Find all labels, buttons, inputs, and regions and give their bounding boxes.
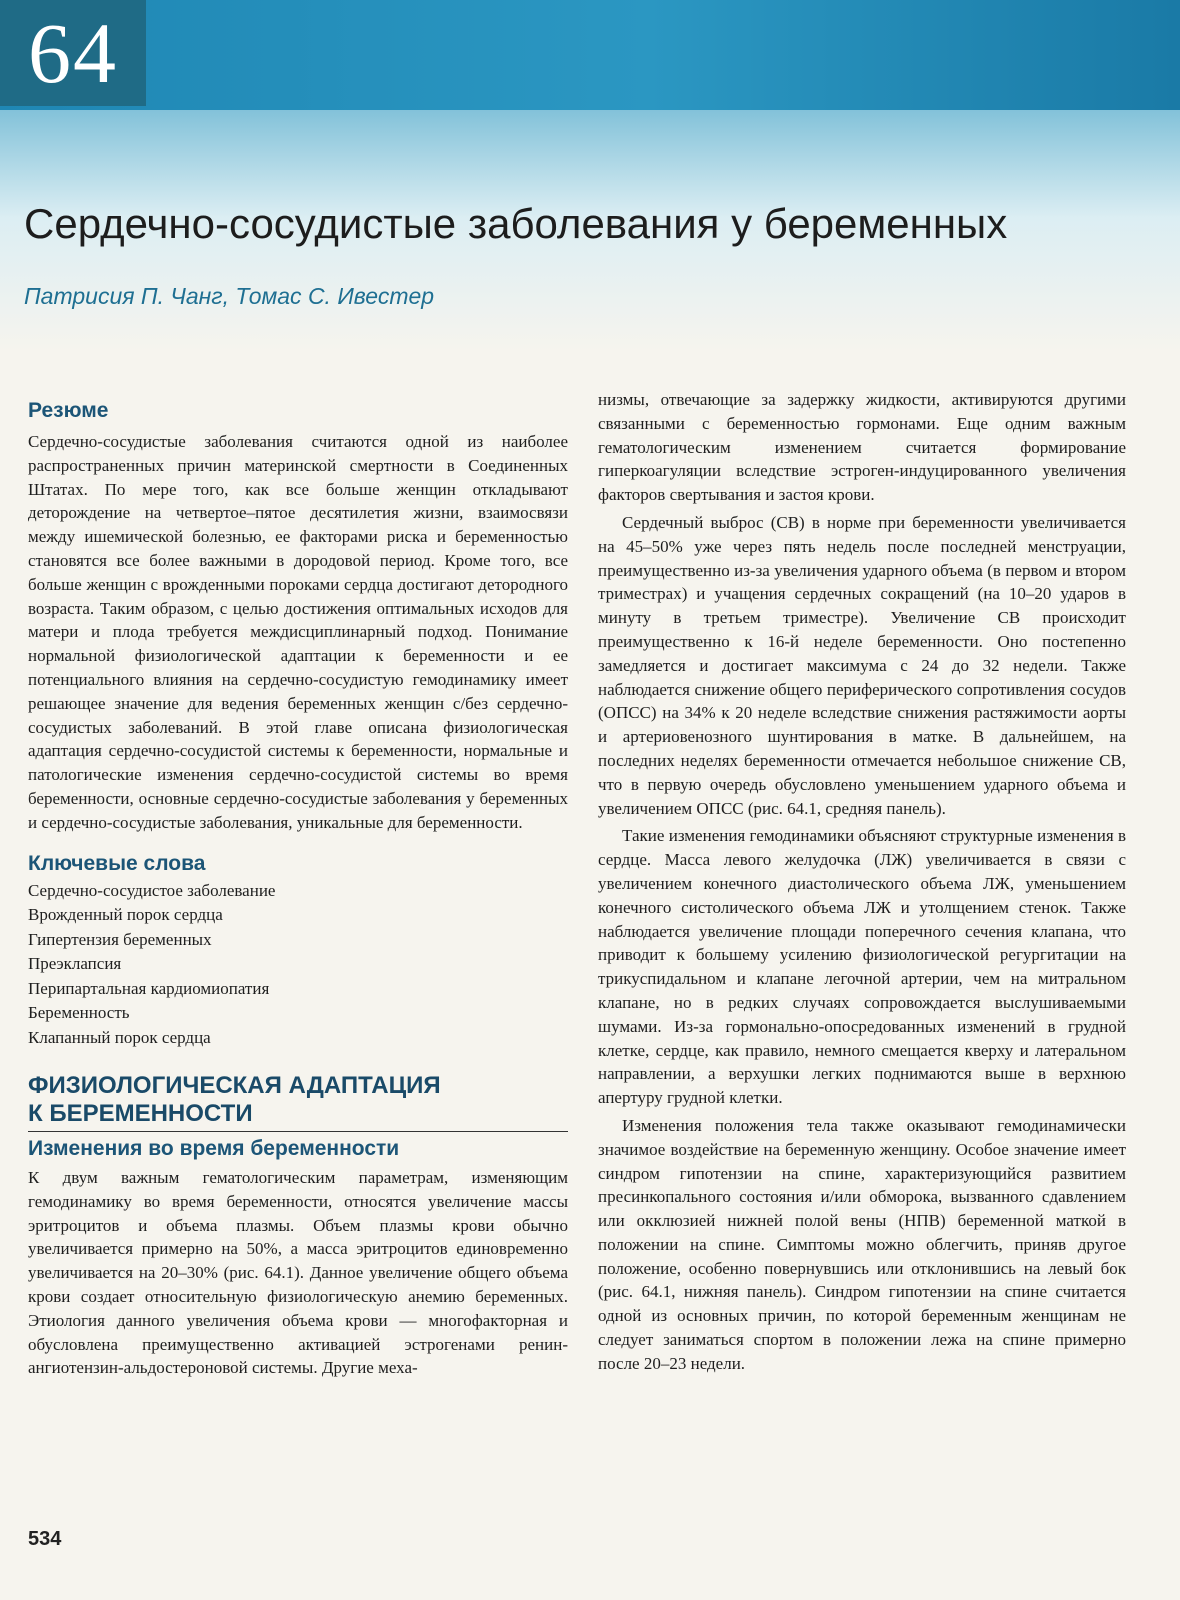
left-column bbox=[28, 386, 568, 1380]
chapter-title: Сердечно-сосудистые заболевания у беременных bbox=[24, 200, 1008, 247]
keyword-item: Врожденный порок сердца bbox=[28, 905, 223, 925]
keywords-list bbox=[28, 879, 568, 1051]
header-strip bbox=[0, 0, 1180, 110]
right-paragraph-1: низмы, отвечающие за задержку жидкости, активируются другими связанными с беременностью гормонами. Еще одним важным гематологическим изменением считается формирование гиперкоагуляции вследствие эстроген-индуцированного увеличения факторов свертывания и застоя крови. bbox=[598, 390, 1126, 505]
subsection-text: К двум важным гематологическим параметрам, изменяющим гемодинамику во время беременности, относятся увеличение массы эритроцитов и объема плазмы. Объем плазмы крови обычно увеличивается примерно на 50%, а масса эритроцитов единовременно увеличивается на 20–30% (рис. 64.1). Данное увеличение общего объема крови создает относительную физиологическую анемию беременных. Этиология данного увеличения объема крови — многофакторная и обусловлена преимущественно активацией эстрогенами ренин-ангиотензин-альдостероновой системы. Другие меха- bbox=[28, 1168, 568, 1378]
keyword-item: Преэклапсия bbox=[28, 954, 122, 974]
summary-heading: Резюме bbox=[28, 399, 109, 422]
subsection-heading: Изменения во время беременности bbox=[28, 1137, 400, 1161]
right-column bbox=[598, 388, 1126, 1376]
summary-text: Сердечно-сосудистые заболевания считаются одной из наиболее распространенных причин материнской смертности в Соединенных Штатах. По мере того, как все больше женщин откладывают деторождение на четвертое–пятое десятилетия жизни, взаимосвязи между ишемической болезнью, ее факторами риска и беременностью становятся все более важными в дородовой период. Кроме того, все больше женщин с врожденными пороками сердца достигают детородного возраста. Таким образом, с целью достижения оптимальных исходов для матери и плода требуется междисциплинарный подход. Понимание нормальной физиологической адаптации к беременности и ее потенциального влияния на сердечно-сосудистую гемодинамику имеет решающее значение для ведения беременных женщин с/без сердечно-сосудистых заболеваний. В этой главе описана физиологическая адаптация сердечно-сосудистой системы к беременности, нормальные и патологические изменения сердечно-сосудистой системы во время беременности, основные сердечно-сосудистые заболевания у беременных и сердечно-сосудистые заболевания, уникальные для беременности. bbox=[28, 432, 568, 832]
keywords-heading: Ключевые слова bbox=[28, 851, 206, 875]
section-heading-line2: К БЕРЕМЕННОСТИ bbox=[28, 1100, 253, 1128]
page-number: 534 bbox=[28, 1528, 62, 1550]
keyword-item: Гипертензия беременных bbox=[28, 929, 212, 949]
right-paragraph-4: Изменения положения тела также оказывают гемодинамически значимое воздействие на беременную женщину. Особое значение имеет синдром гипотензии на спине, характеризующийся развитием пресинкопального состояния и/или обморока, вызванного сдавлением или окклюзией нижней полой вены (НПВ) беременной маткой в положении на спине. Симптомы можно облегчить, приняв другое положение, особенно повернувшись или отклонившись на левый бок (рис. 64.1, нижняя панель). Синдром гипотензии на спине считается одной из основных причин, по которой беременным женщинам не следует заниматься спортом в положении лежа на спине примерно после 20–23 недели. bbox=[598, 1115, 1126, 1373]
keyword-item: Беременность bbox=[28, 1003, 130, 1023]
section-heading-line1: ФИЗИОЛОГИЧЕСКАЯ АДАПТАЦИЯ bbox=[28, 1072, 441, 1100]
right-paragraph-2: Сердечный выброс (СВ) в норме при беременности увеличивается на 45–50% уже через пять недель после последней менструации, преимущественно из-за увеличения ударного объема (в первом и втором триместрах) и учащения сердечных сокращений (на 10–20 ударов в минуту в третьем триместре). Увеличение СВ происходит преимущественно к 16-й неделе беременности. Оно постепенно замедляется и достигает максимума с 24 до 32 недели. Также наблюдается снижение общего периферического сопротивления сосудов (ОПСС) на 34% к 20 неделе вследствие снижения растяжимости аорты и артериовенозного шунтирования в матке. В дальнейшем, на последних неделях беременности отмечается небольшое снижение СВ, что в первую очередь обусловлено уменьшением ударного объема и увеличением ОПСС (рис. 64.1, средняя панель). bbox=[598, 512, 1126, 818]
chapter-number: 64 bbox=[0, 0, 146, 106]
right-paragraph-3: Такие изменения гемодинамики объясняют структурные изменения в сердце. Масса левого желудочка (ЛЖ) увеличивается в связи с увеличением конечного диастолического объема ЛЖ, уменьшением конечного систолического объема ЛЖ и утолщением стенок. Также наблюдается увеличение площади поперечного сечения клапана, что приводит к большему усилению физиологической регургитации на трикуспидальном и клапане легочной артерии, чем на митральном клапане, но в редких случаях сопровождается выслушиваемыми шумами. Из-за гормонально-опосредованных изменений в грудной клетке, сердце, как правило, немного смещается кверху и латеральном направлении, а верхушки легких поднимаются выше в верхнюю апертуру грудной клетки. bbox=[598, 826, 1126, 1108]
keyword-item: Перипартальная кардиомиопатия bbox=[28, 978, 270, 998]
section-rule bbox=[28, 1131, 568, 1132]
authors: Патрисия П. Чанг, Томас С. Ивестер bbox=[24, 283, 435, 309]
keyword-item: Сердечно-сосудистое заболевание bbox=[28, 880, 276, 900]
keyword-item: Клапанный порок сердца bbox=[28, 1027, 211, 1047]
section-heading bbox=[28, 1072, 568, 1128]
